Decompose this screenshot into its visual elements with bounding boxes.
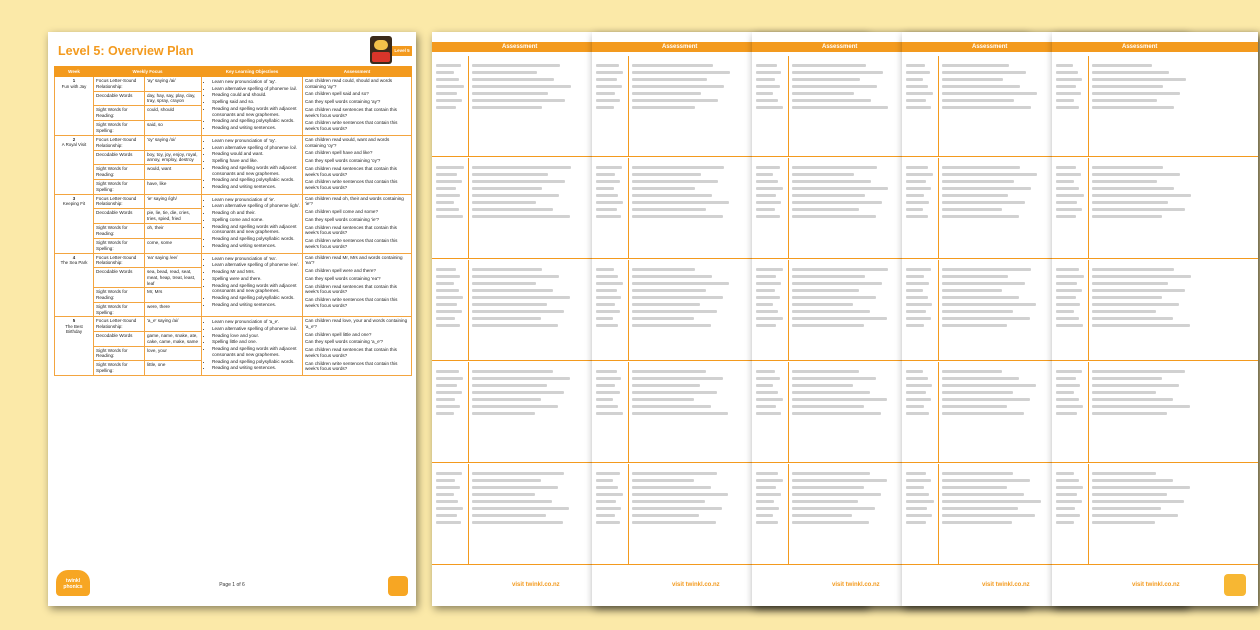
objective-item: • Reading and spelling words with adjacent consonants and new graphemes.	[212, 346, 300, 357]
back-page-text	[632, 366, 732, 419]
back-page-text	[1092, 468, 1192, 528]
objective-item: • Spelling have and like.	[212, 158, 300, 164]
focus-value: 'a_e' saying /ai/	[145, 317, 202, 332]
back-page-text	[942, 366, 1042, 419]
back-page-column	[788, 260, 789, 360]
back-page-text	[906, 264, 934, 331]
objective-item: • Spelling said and so.	[212, 99, 300, 105]
focus-value: could, should	[145, 106, 202, 121]
back-page-table	[1052, 56, 1258, 566]
back-page-column	[938, 362, 939, 462]
back-page-text	[596, 264, 624, 331]
back-page-text	[1056, 162, 1084, 222]
back-page-text	[632, 264, 732, 331]
focus-label: Decodable Words	[94, 209, 145, 224]
objective-item: • Learn alternative spelling of phoneme /ee/.	[212, 262, 300, 268]
week-name: Fun with Jay	[61, 83, 87, 89]
week-cell	[55, 194, 94, 253]
back-page-column	[938, 260, 939, 360]
objective-item: • Reading and spelling words with adjacent consonants and new graphemes.	[212, 283, 300, 294]
assessment-item: Can children read oh, their and words containing 'ie'?	[305, 195, 404, 207]
objective-item: • Reading and spelling polysyllabic words.	[212, 118, 300, 124]
week-number: 5	[72, 318, 76, 324]
objective-item: • Learn new pronunciation of 'oy'.	[212, 138, 300, 144]
back-page-text	[436, 264, 464, 331]
back-page-text	[906, 366, 934, 419]
assessment-item: Can children spell little and one?	[305, 331, 372, 337]
back-page-text	[436, 468, 464, 528]
objective-item: • Reading and spelling polysyllabic words.	[212, 295, 300, 301]
focus-value: Mr, Mrs	[145, 288, 202, 302]
week-name: The Sea Park	[60, 260, 88, 266]
back-page-column	[468, 362, 469, 462]
objectives-cell	[202, 253, 303, 317]
back-page-column	[938, 56, 939, 156]
back-footer-url: visit twinkl.co.nz	[832, 582, 880, 588]
focus-label: Sight Words for Spelling:	[94, 180, 145, 195]
back-page-text	[1092, 60, 1192, 113]
week-cell	[55, 77, 94, 136]
header-week: Week	[55, 67, 94, 77]
back-header-label: Assessment	[822, 44, 858, 50]
focus-value: were, there	[145, 302, 202, 316]
objective-item: • Reading and writing sentences.	[212, 184, 300, 190]
back-page-column	[1088, 260, 1089, 360]
week-cell	[55, 135, 94, 194]
back-page-column	[1088, 464, 1089, 564]
back-page-text	[472, 60, 572, 113]
objective-item: • Reading and spelling polysyllabic words.	[212, 236, 300, 242]
back-page-row	[1052, 260, 1258, 361]
week-name: Keeping Fit	[62, 201, 86, 207]
back-page-text	[472, 162, 572, 222]
back-page-row	[1052, 464, 1258, 565]
week-number: 4	[72, 254, 76, 260]
back-page-text	[632, 468, 732, 528]
back-page-column	[628, 464, 629, 564]
objective-item: • Learn new pronunciation of 'ie'.	[212, 197, 300, 203]
focus-value: little, one	[145, 361, 202, 376]
back-page-text	[1092, 162, 1192, 222]
focus-label: Sight Words for Reading:	[94, 346, 145, 361]
assessment-item: Can children write sentences that contain this week's focus words?	[305, 238, 398, 249]
focus-value: 'ay' saying /ai/	[145, 77, 202, 92]
table-header-row	[55, 67, 412, 77]
back-header-label: Assessment	[502, 44, 538, 50]
objectives-cell	[202, 317, 303, 376]
week-cell	[55, 317, 94, 376]
assessment-cell	[303, 77, 412, 136]
level-label: Level 5	[392, 46, 412, 56]
focus-label: Focus Letter-Sound Relationship:	[94, 253, 145, 267]
objective-item: • Reading and spelling polysyllabic words.	[212, 177, 300, 183]
focus-label: Decodable Words	[94, 331, 145, 346]
focus-value: would, want	[145, 165, 202, 180]
header-assessment: Assessment	[303, 67, 412, 77]
logo-text: twinkl phonics	[63, 578, 83, 590]
back-page-text	[596, 60, 624, 113]
objective-item: • Learn alternative spelling of phoneme /ai/.	[212, 86, 300, 92]
back-page-text	[942, 468, 1042, 528]
back-page-text	[596, 366, 624, 419]
back-page-column	[788, 464, 789, 564]
focus-value: boy, toy, joy, enjoy, royal, annoy, employ, destroy	[145, 150, 202, 165]
characters-icon	[370, 36, 392, 64]
objective-item: • Learn alternative spelling of phoneme /ai/.	[212, 326, 300, 332]
back-page-column	[788, 56, 789, 156]
back-page-column	[468, 56, 469, 156]
assessment-item: Can they spell words containing 'a_e'?	[305, 339, 384, 345]
objective-item: • Learn alternative spelling of phoneme /igh/.	[212, 203, 300, 209]
assessment-cell	[303, 317, 412, 376]
back-header-label: Assessment	[1122, 44, 1158, 50]
focus-label: Focus Letter-Sound Relationship:	[94, 135, 145, 150]
week-name: The Best Birthday	[65, 323, 83, 335]
back-page-text	[906, 468, 934, 528]
back-page-row	[1052, 158, 1258, 259]
focus-value: come, some	[145, 238, 202, 253]
focus-label: Sight Words for Spelling:	[94, 238, 145, 253]
assessment-item: Can they spell words containing 'ay'?	[305, 99, 381, 105]
table-row	[55, 253, 412, 267]
back-page-text	[906, 162, 934, 222]
focus-label: Decodable Words	[94, 268, 145, 288]
week-cell	[55, 253, 94, 317]
overview-plan-page	[48, 32, 416, 606]
focus-label: Focus Letter-Sound Relationship:	[94, 77, 145, 92]
page-title: Level 5: Overview Plan	[58, 44, 194, 58]
back-page-text	[942, 264, 1042, 331]
back-page-text	[792, 468, 892, 528]
assessment-item: Can children spell come and some?	[305, 209, 379, 215]
back-page-row	[1052, 56, 1258, 157]
assessment-item: Can children write sentences that contain this week's focus words?	[305, 360, 398, 372]
focus-label: Decodable Words	[94, 91, 145, 106]
focus-label: Decodable Words	[94, 150, 145, 165]
week-name: A Royal Visit	[61, 142, 87, 148]
focus-label: Focus Letter-Sound Relationship:	[94, 194, 145, 209]
back-page-column	[468, 464, 469, 564]
objective-item: • Reading and spelling words with adjacent consonants and new graphemes.	[212, 165, 300, 176]
objective-item: • Reading and spelling words with adjacent consonants and new graphemes.	[212, 106, 300, 117]
back-page-row	[1052, 362, 1258, 463]
back-page-text	[632, 162, 732, 222]
assessment-item: Can children read Mr, Mrs and words containing 'ea'?	[305, 254, 403, 266]
back-page-text	[942, 162, 1042, 222]
objective-item: • Learn new pronunciation of 'a_e'.	[212, 319, 300, 325]
week-number: 3	[72, 195, 76, 201]
phonics-badge-icon	[388, 576, 408, 596]
assessment-cell	[303, 194, 412, 253]
objective-item: • Reading Mr and Mrs.	[212, 269, 300, 275]
objective-item: • Learn new pronunciation of 'ay'.	[212, 79, 300, 85]
assessment-item: Can children read could, should and words containing 'ay'?	[305, 78, 393, 89]
objective-item: • Learn new pronunciation of 'ea'.	[212, 256, 300, 262]
back-page-text	[1092, 366, 1192, 419]
back-page	[1052, 32, 1258, 606]
objective-item: • Spelling come and some.	[212, 217, 300, 223]
back-page-text	[756, 264, 784, 331]
focus-label: Sight Words for Spelling:	[94, 361, 145, 376]
objective-item: • Reading and spelling polysyllabic words.	[212, 359, 300, 365]
back-page-column	[1088, 362, 1089, 462]
objective-item: • Reading could and should.	[212, 92, 300, 98]
objective-item: • Reading and writing sentences.	[212, 365, 300, 371]
back-page-text	[1056, 366, 1084, 419]
level-badge	[370, 36, 412, 64]
back-page-text	[472, 366, 572, 419]
back-page-header	[1052, 42, 1258, 52]
week-number: 1	[72, 78, 76, 83]
assessment-item: Can children read sentences that contain this week's focus words?	[305, 106, 397, 118]
page-number: Page 1 of 6	[219, 582, 245, 588]
objective-item: • Reading and writing sentences.	[212, 125, 300, 131]
assessment-cell	[303, 253, 412, 317]
objective-item: • Reading would and want.	[212, 151, 300, 157]
back-page-text	[756, 162, 784, 222]
objective-item: • Spelling little and one.	[212, 339, 300, 345]
back-page-text	[632, 60, 732, 113]
focus-label: Sight Words for Spelling:	[94, 121, 145, 136]
back-page-column	[938, 464, 939, 564]
focus-label: Sight Words for Reading:	[94, 165, 145, 180]
assessment-item: Can they spell words containing 'oy'?	[305, 158, 381, 164]
back-page-text	[1056, 264, 1084, 331]
back-page-text	[756, 468, 784, 528]
assessment-item: Can children read sentences that contain this week's focus words?	[305, 165, 397, 177]
assessment-item: Can children spell have and like?	[305, 150, 373, 156]
focus-label: Sight Words for Reading:	[94, 288, 145, 302]
objectives-cell	[202, 77, 303, 136]
back-page-column	[788, 362, 789, 462]
back-page-text	[1056, 468, 1084, 528]
assessment-item: Can children spell said and so?	[305, 91, 369, 97]
assessment-item: Can they spell words containing 'ea'?	[305, 275, 381, 281]
back-header-label: Assessment	[972, 44, 1008, 50]
objectives-cell	[202, 135, 303, 194]
table-row	[55, 194, 412, 209]
focus-value: game, name, snake, ate, cake, came, make, same	[145, 331, 202, 346]
focus-value: pie, lie, tie, die, cries, tries, spied, fried	[145, 209, 202, 224]
assessment-item: Can children read sentences that contain this week's focus words?	[305, 224, 397, 236]
assessment-item: Can children write sentences that contain this week's focus words?	[305, 297, 398, 308]
focus-label: Focus Letter-Sound Relationship:	[94, 317, 145, 332]
assessment-item: Can children read sentences that contain this week's focus words?	[305, 283, 397, 295]
assessment-item: Can children write sentences that contain this week's focus words?	[305, 120, 398, 132]
back-page-text	[792, 60, 892, 113]
assessment-item: Can children write sentences that contain this week's focus words?	[305, 179, 398, 191]
objective-item: • Reading and spelling words with adjacent consonants and new graphemes.	[212, 224, 300, 235]
back-page-column	[1088, 56, 1089, 156]
objectives-cell	[202, 194, 303, 253]
focus-value: sea, bead, read, seat, meat, heap, treat, least, leaf	[145, 268, 202, 288]
back-header-label: Assessment	[662, 44, 698, 50]
back-page-text	[472, 264, 572, 331]
objective-item: • Reading oh and their.	[212, 210, 300, 216]
assessment-item: Can children spell were and there?	[305, 268, 376, 274]
header-objectives: Key Learning Objectives	[202, 67, 303, 77]
objective-item: • Reading love and your.	[212, 333, 300, 339]
focus-value: love, your	[145, 346, 202, 361]
focus-label: Sight Words for Reading:	[94, 106, 145, 121]
focus-value: 'ie' saying /igh/	[145, 194, 202, 209]
back-page-column	[468, 260, 469, 360]
back-page-column	[628, 56, 629, 156]
focus-value: 'oy' saying /oi/	[145, 135, 202, 150]
back-page-text	[792, 366, 892, 419]
objective-item: • Reading and writing sentences.	[212, 302, 300, 308]
focus-value: oh, their	[145, 224, 202, 239]
objective-item: • Spelling were and there.	[212, 276, 300, 282]
back-page-column	[628, 260, 629, 360]
focus-value: said, so	[145, 121, 202, 136]
assessment-item: Can children read sentences that contain this week's focus words?	[305, 347, 397, 358]
back-page-text	[792, 264, 892, 331]
assessment-item: Can children read love, your and words containing 'a_e'?	[305, 318, 408, 329]
assessment-cell	[303, 135, 412, 194]
back-page-text	[436, 162, 464, 222]
back-page-text	[596, 162, 624, 222]
back-page-text	[792, 162, 892, 222]
back-page-text	[756, 366, 784, 419]
back-page-text	[436, 366, 464, 419]
overview-table	[54, 66, 412, 376]
header-weekly-focus: Weekly Focus	[94, 67, 202, 77]
back-footer-url: visit twinkl.co.nz	[512, 582, 560, 588]
table-row	[55, 317, 412, 332]
back-page-text	[1056, 60, 1084, 113]
assessment-item: Can children read would, want and words containing 'oy'?	[305, 136, 390, 148]
back-footer-url: visit twinkl.co.nz	[982, 582, 1030, 588]
objective-item: • Reading and writing sentences.	[212, 243, 300, 249]
back-page-text	[1092, 264, 1192, 331]
back-page-text	[436, 60, 464, 113]
assessment-item: Can they spell words containing 'ie'?	[305, 216, 380, 222]
back-page-text	[596, 468, 624, 528]
back-page-column	[468, 158, 469, 258]
phonics-badge-icon	[1224, 574, 1246, 596]
week-number: 2	[72, 136, 76, 142]
focus-value: 'ea' saying /ee/	[145, 253, 202, 267]
focus-label: Sight Words for Spelling:	[94, 302, 145, 316]
back-page-column	[1088, 158, 1089, 258]
back-footer-url: visit twinkl.co.nz	[1132, 582, 1180, 588]
focus-value: day, hay, say, play, clay, tray, spray, crayon	[145, 91, 202, 106]
objective-item: • Learn alternative spelling of phoneme /oi/.	[212, 145, 300, 151]
back-page-column	[938, 158, 939, 258]
focus-value: have, like	[145, 180, 202, 195]
back-page-column	[788, 158, 789, 258]
back-page-text	[756, 60, 784, 113]
back-footer-url: visit twinkl.co.nz	[672, 582, 720, 588]
back-page-column	[628, 362, 629, 462]
table-row	[55, 135, 412, 150]
back-page-text	[472, 468, 572, 528]
back-page-text	[942, 60, 1042, 113]
page-footer	[48, 566, 416, 596]
back-page-column	[628, 158, 629, 258]
focus-label: Sight Words for Reading:	[94, 224, 145, 239]
back-page-text	[906, 60, 934, 113]
table-row	[55, 77, 412, 92]
